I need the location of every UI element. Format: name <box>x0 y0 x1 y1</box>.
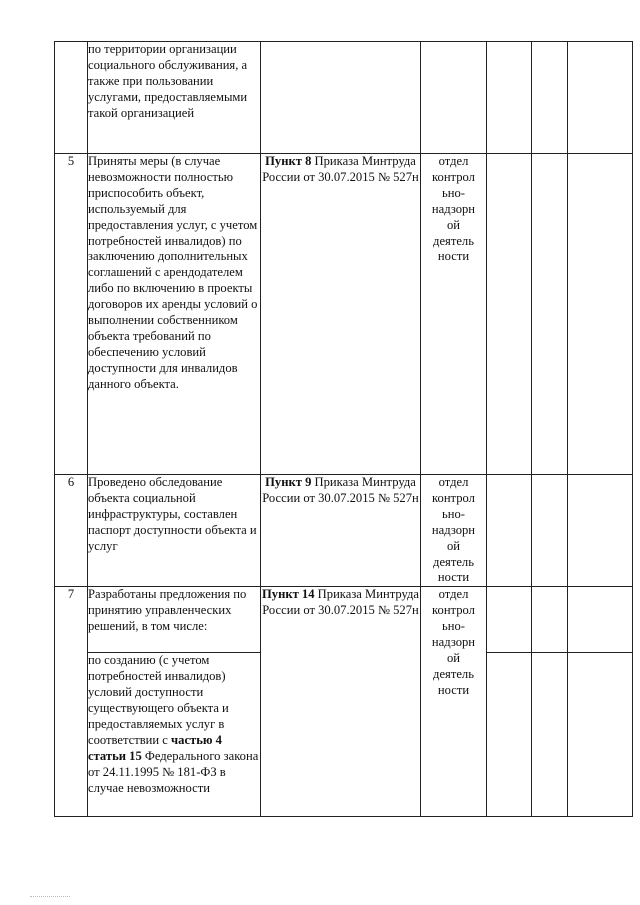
reference-rest: Приказа Минтруда России от 30.07.2015 № 527н <box>262 475 419 505</box>
requirement-subitem-text <box>88 653 261 817</box>
empty-cell <box>487 154 532 475</box>
responsible-word: деятель <box>433 554 474 569</box>
responsible-word: надзорн <box>431 522 476 537</box>
responsible-word: ности <box>437 682 470 697</box>
responsible-word: ности <box>437 249 470 264</box>
responsible-unit <box>421 587 487 817</box>
responsible-unit <box>421 475 487 587</box>
empty-cell <box>532 154 568 475</box>
empty-cell <box>568 587 633 653</box>
responsible-word: контрол <box>432 603 475 618</box>
empty-cell <box>532 42 568 154</box>
reference-rest: Приказа Минтруда России от 30.07.2015 № 527н <box>262 154 419 184</box>
responsible-word: ьно- <box>442 619 465 634</box>
table-row <box>55 42 633 154</box>
subitem-part-bold: частью 4 статьи 15 <box>88 732 222 763</box>
responsible-word: надзорн <box>431 201 476 216</box>
table-row <box>55 475 633 587</box>
empty-cell <box>487 653 532 817</box>
subitem-part: Федерального закона от 24.11.1995 № 181-ФЗ в случае невозможности <box>88 748 259 795</box>
legal-reference <box>261 154 421 475</box>
requirement-text: по территории организации социального обслуживания, а также при пользовании услугами, предоставляемыми такой организацией <box>88 42 261 154</box>
responsible-word: ой <box>446 217 461 232</box>
legal-reference <box>261 475 421 587</box>
empty-cell <box>487 42 532 154</box>
responsible-word: контрол <box>432 169 475 184</box>
scan-artifact <box>30 896 70 900</box>
row-number: 5 <box>55 154 88 475</box>
empty-cell <box>568 42 633 154</box>
row-number: 7 <box>55 587 88 817</box>
empty-cell <box>568 475 633 587</box>
responsible-word: деятель <box>433 666 474 681</box>
responsible-word: ьно- <box>442 506 465 521</box>
reference-point: Пункт 9 <box>265 475 312 489</box>
responsible-word: отдел <box>438 154 469 168</box>
responsible-word: ности <box>437 570 470 585</box>
empty-cell <box>532 587 568 653</box>
responsible-unit <box>421 154 487 475</box>
responsible-word: надзорн <box>431 635 476 650</box>
legal-reference <box>261 42 421 154</box>
responsible-word: отдел <box>438 587 469 602</box>
responsible-unit <box>421 42 487 154</box>
empty-cell <box>487 475 532 587</box>
reference-point: Пункт 8 <box>265 154 312 168</box>
legal-reference <box>261 587 421 817</box>
row-number <box>55 42 88 154</box>
responsible-word: контрол <box>432 490 475 505</box>
responsible-word: ой <box>446 650 461 665</box>
table-row <box>55 154 633 475</box>
empty-cell <box>487 587 532 653</box>
table-row <box>55 587 633 653</box>
requirement-text: Разработаны предложения по принятию управленческих решений, в том числе: <box>88 587 261 653</box>
empty-cell <box>568 653 633 817</box>
empty-cell <box>532 653 568 817</box>
requirement-text: Приняты меры (в случае невозможности полностью приспособить объект, используемый для предоставления услуг, с учетом потребностей инвалидов) по заключению дополнительных соглашений с арендодателем либо по включению в проекты договоров их аренды условий о выполнении собственником объекта требований по обеспечению условий доступности для инвалидов данного объекта. <box>88 154 261 475</box>
responsible-word: отдел <box>438 475 469 489</box>
accessibility-measures-table <box>54 41 633 817</box>
subitem-part: по созданию (с учетом потребностей инвалидов) условий доступности существующего объекта и предоставляемых услуг в соответствии с <box>88 653 229 747</box>
responsible-word: ьно- <box>442 185 465 200</box>
empty-cell <box>568 154 633 475</box>
responsible-word: ой <box>446 538 461 553</box>
row-number: 6 <box>55 475 88 587</box>
reference-rest: Приказа Минтруда России от 30.07.2015 № 527н <box>262 587 420 618</box>
empty-cell <box>532 475 568 587</box>
requirement-text: Проведено обследование объекта социальной инфраструктуры, составлен паспорт доступности объекта и услуг <box>88 475 261 587</box>
reference-point: Пункт 14 <box>261 587 315 602</box>
responsible-word: деятель <box>433 233 474 248</box>
